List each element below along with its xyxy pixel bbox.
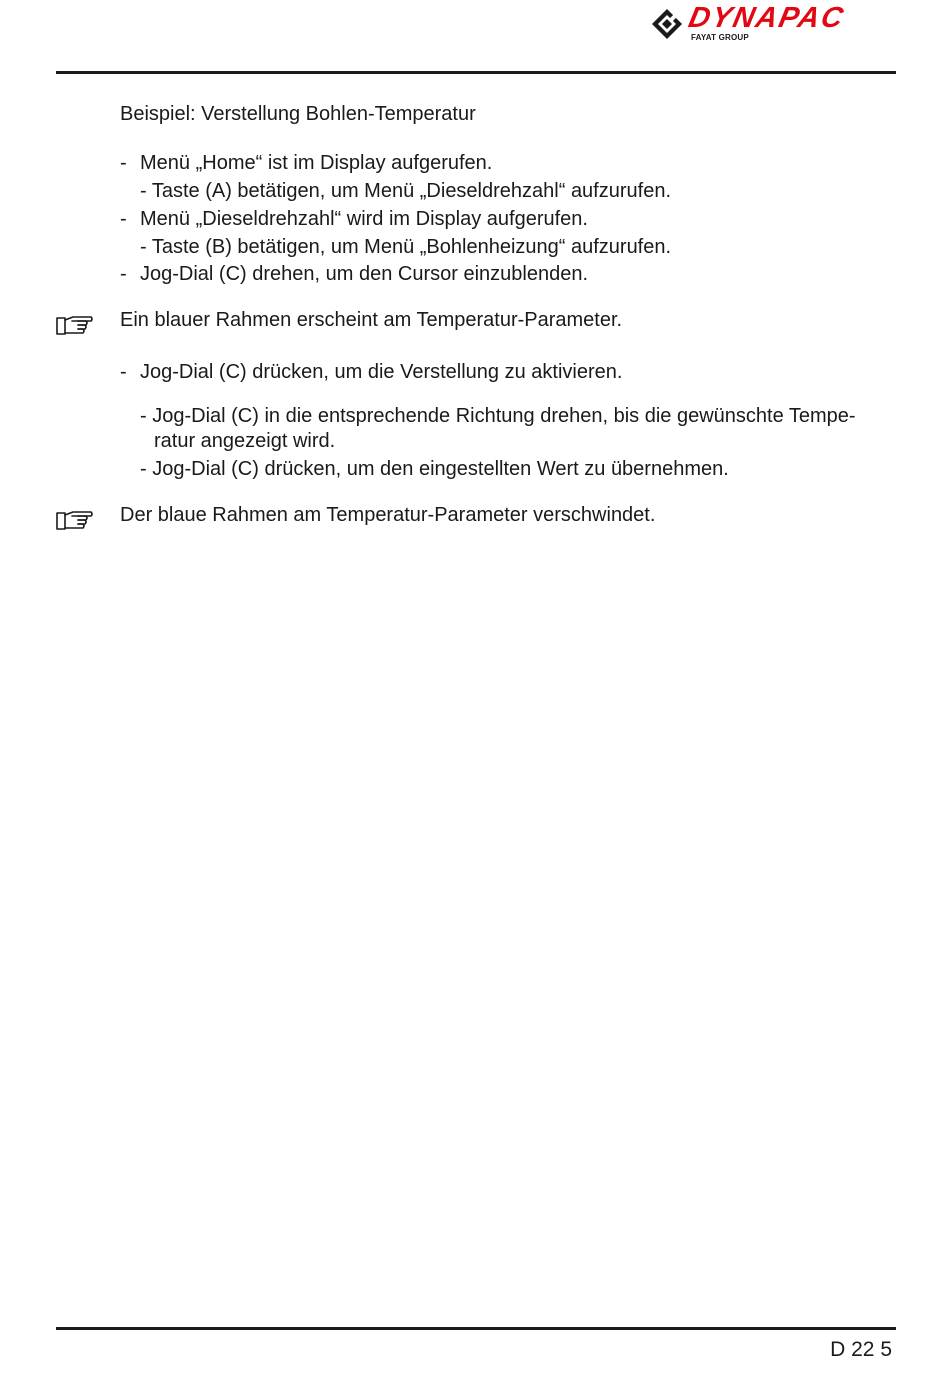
page-number: D 22 5 bbox=[830, 1338, 892, 1361]
step-turn-jog-dial: Jog-Dial (C) drehen, um den Cursor einzublenden. bbox=[140, 263, 589, 285]
dynapac-logo bbox=[651, 2, 899, 46]
substep-turn-dial-cont: ratur angezeigt wird. bbox=[154, 430, 336, 452]
list-marker: - bbox=[120, 361, 127, 383]
footer-rule bbox=[56, 1327, 896, 1330]
list-marker: - bbox=[120, 152, 127, 174]
brand-wordmark: DYNAPAC bbox=[685, 2, 848, 34]
step-home-menu: Menü „Home“ ist im Display aufgerufen. bbox=[140, 152, 493, 174]
list-marker: - bbox=[120, 208, 127, 230]
substep-confirm-value: - Jog-Dial (C) drücken, um den eingestellten Wert zu übernehmen. bbox=[140, 458, 729, 480]
substep-press-b: - Taste (B) betätigen, um Menü „Bohlenheizung“ aufzurufen. bbox=[140, 236, 672, 258]
note-frame-appears: Ein blauer Rahmen erscheint am Temperatur-Parameter. bbox=[120, 309, 623, 331]
pointing-hand-icon bbox=[56, 507, 94, 531]
list-marker: - bbox=[120, 263, 127, 285]
section-title: Beispiel: Verstellung Bohlen-Temperatur bbox=[120, 103, 476, 125]
substep-press-a: - Taste (A) betätigen, um Menü „Dieseldrehzahl“ aufzurufen. bbox=[140, 180, 672, 202]
substep-turn-dial: - Jog-Dial (C) in die entsprechende Richtung drehen, bis die gewünschte Tempe- bbox=[140, 405, 856, 427]
step-diesel-menu: Menü „Dieseldrehzahl“ wird im Display aufgerufen. bbox=[140, 208, 588, 230]
pointing-hand-icon bbox=[56, 312, 94, 336]
header-rule bbox=[56, 71, 896, 74]
note-frame-disappears: Der blaue Rahmen am Temperatur-Parameter verschwindet. bbox=[120, 504, 656, 526]
brand-subtitle: FAYAT GROUP bbox=[691, 33, 749, 42]
step-press-jog-dial: Jog-Dial (C) drücken, um die Verstellung zu aktivieren. bbox=[140, 361, 623, 383]
dynapac-logo-icon bbox=[651, 8, 683, 40]
